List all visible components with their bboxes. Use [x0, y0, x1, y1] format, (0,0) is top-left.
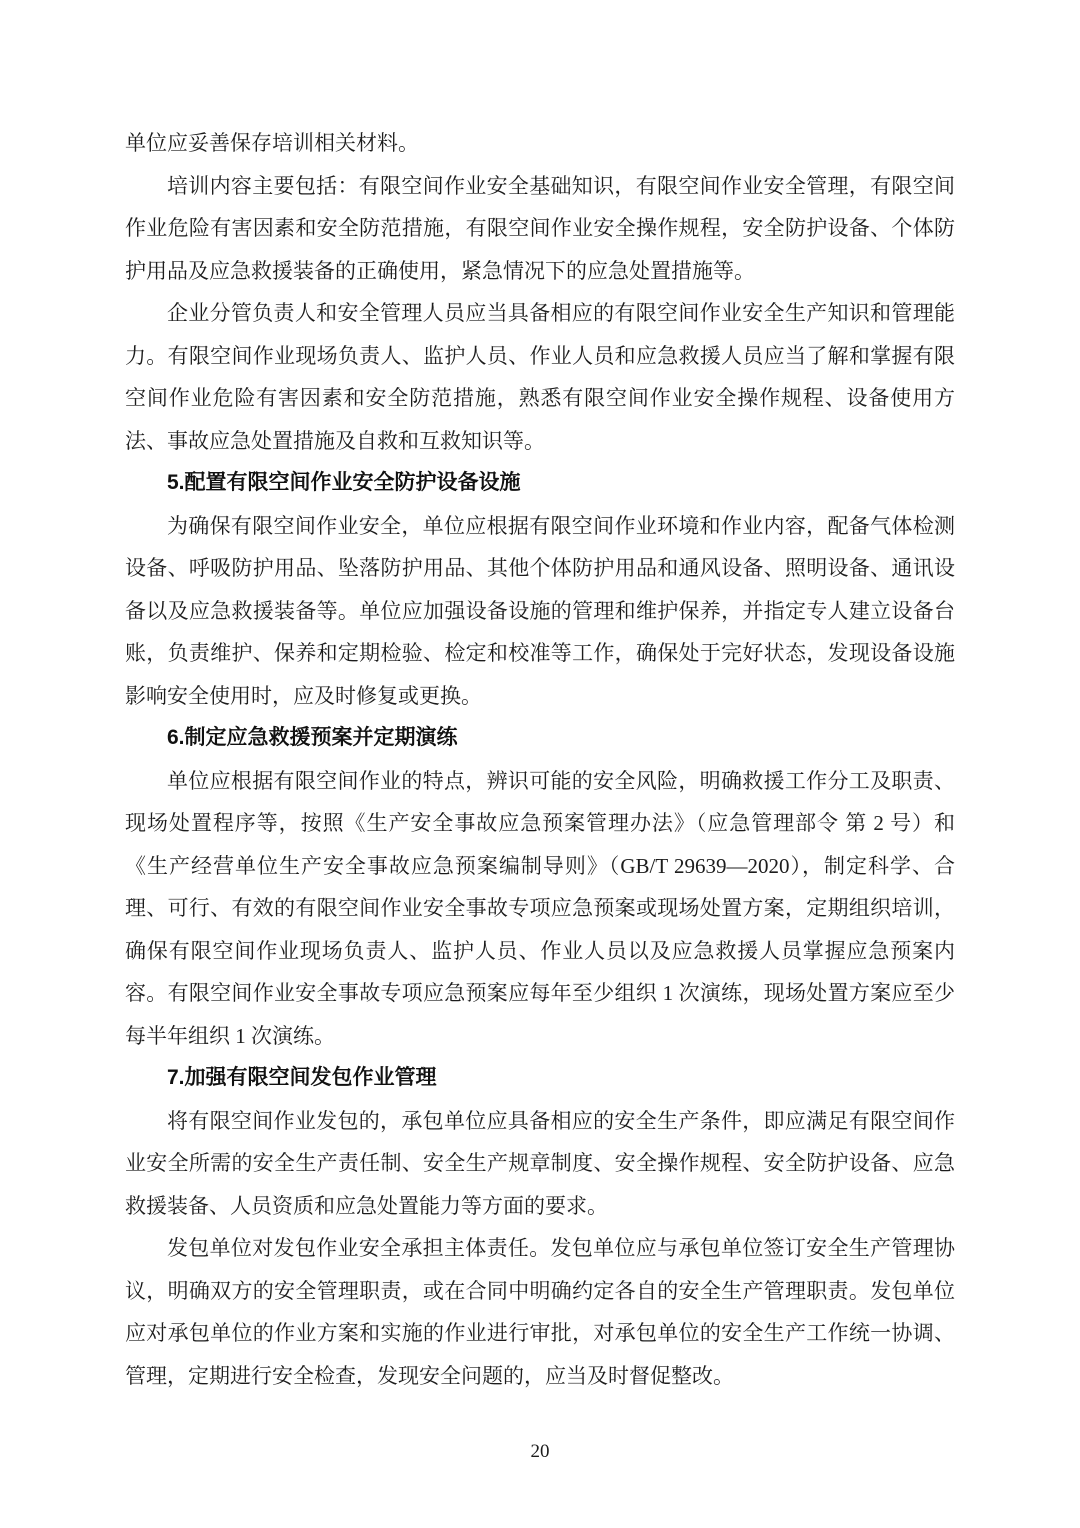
- paragraph: 单位应妥善保存培训相关材料。: [125, 131, 419, 155]
- section-heading: 6.制定应急救援预案并定期演练: [167, 726, 458, 749]
- paragraph: 将有限空间作业发包的，承包单位应具备相应的安全生产条件，即应满足有限空间作业安全所需的安全生产责任制、安全生产规章制度、安全操作规程、安全防护设备、应急救援装备、人员资质和应急处置能力等方面的要求。: [125, 1108, 955, 1218]
- paragraph: 培训内容主要包括：有限空间作业安全基础知识，有限空间作业安全管理，有限空间作业危险有害因素和安全防范措施，有限空间作业安全操作规程，安全防护设备、个体防护用品及应急救援装备的正确使用，紧急情况下的应急处置措施等。: [125, 173, 955, 283]
- page-number: 20: [530, 1441, 550, 1462]
- paragraph: 发包单位对发包作业安全承担主体责任。发包单位应与承包单位签订安全生产管理协议，明确双方的安全管理职责，或在合同中明确约定各自的安全生产管理职责。发包单位应对承包单位的作业方案和实施的作业进行审批，对承包单位的安全生产工作统一协调、管理，定期进行安全检查，发现安全问题的，应当及时督促整改。: [125, 1236, 955, 1388]
- document-content: [125, 122, 955, 1397]
- section-heading: 5.配置有限空间作业安全防护设备设施: [167, 471, 521, 494]
- paragraph: 企业分管负责人和安全管理人员应当具备相应的有限空间作业安全生产知识和管理能力。有限空间作业现场负责人、监护人员、作业人员和应急救援人员应当了解和掌握有限空间作业危险有害因素和安全防范措施，熟悉有限空间作业安全操作规程、设备使用方法、事故应急处置措施及自救和互救知识等。: [125, 301, 955, 453]
- paragraph: 单位应根据有限空间作业的特点，辨识可能的安全风险，明确救援工作分工及职责、现场处置程序等，按照《生产安全事故应急预案管理办法》（应急管理部令 第 2 号）和《生产经营单位生产安全事故应急预案编制导则》（GB/T 29639—2020），制定科学、合理、可行、有效的有限空间作业安全事故专项应急预案或现场处置方案，定期组织培训，确保有限空间作业现场负责人、监护人员、作业人员以及应急救援人员掌握应急预案内容。有限空间作业安全事故专项应急预案应每年至少组织 1 次演练，现场处置方案应至少每半年组织 1 次演练。: [125, 768, 955, 1048]
- paragraph: 为确保有限空间作业安全，单位应根据有限空间作业环境和作业内容，配备气体检测设备、呼吸防护用品、坠落防护用品、其他个体防护用品和通风设备、照明设备、通讯设备以及应急救援装备等。单位应加强设备设施的管理和维护保养，并指定专人建立设备台账，负责维护、保养和定期检验、检定和校准等工作，确保处于完好状态，发现设备设施影响安全使用时，应及时修复或更换。: [125, 513, 955, 708]
- section-heading: 7.加强有限空间发包作业管理: [167, 1066, 437, 1089]
